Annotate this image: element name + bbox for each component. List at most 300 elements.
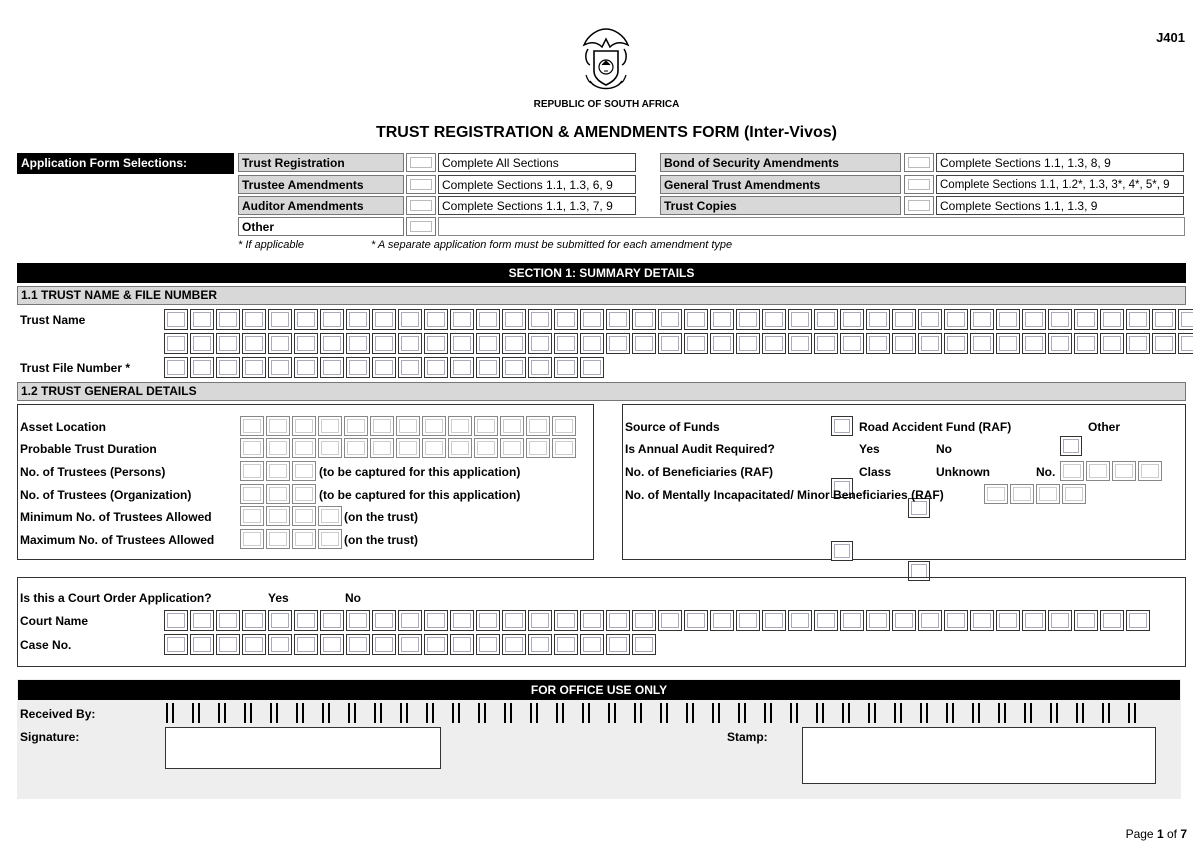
received-by-tick[interactable] — [270, 703, 296, 723]
asset-location-cell[interactable] — [552, 416, 576, 436]
case-no-cell[interactable] — [450, 634, 474, 655]
trust-name-cell[interactable] — [1152, 333, 1176, 354]
court-name-cell[interactable] — [1048, 610, 1072, 631]
on-trust-note-max: (on the trust) — [344, 533, 418, 547]
other-specify-field[interactable] — [438, 217, 1185, 236]
asset-location-cell[interactable] — [396, 416, 420, 436]
trust-name-cell[interactable] — [346, 333, 370, 354]
case-no-cell[interactable] — [554, 634, 578, 655]
trust-name-cell[interactable] — [736, 309, 760, 330]
option-other: Other — [238, 217, 404, 236]
case-no-cell[interactable] — [164, 634, 188, 655]
max-trustees-cells — [240, 529, 342, 549]
trust-name-cell[interactable] — [450, 333, 474, 354]
trust-name-cell[interactable] — [1074, 309, 1098, 330]
other-funds-label: Other — [1088, 420, 1121, 434]
trust-name-cell[interactable] — [606, 309, 630, 330]
trust-name-cell[interactable] — [242, 309, 266, 330]
audit-yes-label: Yes — [859, 442, 880, 456]
received-by-tick[interactable] — [166, 703, 192, 723]
trust-name-cell[interactable] — [476, 333, 500, 354]
min-trustees-cell[interactable] — [318, 506, 342, 526]
asset-location-cell[interactable] — [474, 416, 498, 436]
duration-cell[interactable] — [266, 438, 290, 458]
trust-name-cell[interactable] — [216, 309, 240, 330]
trust-name-cell[interactable] — [944, 309, 968, 330]
trust-name-cell[interactable] — [268, 309, 292, 330]
trust-name-cell[interactable] — [866, 333, 890, 354]
received-by-tick[interactable] — [556, 703, 582, 723]
trust-file-number-cell[interactable] — [424, 357, 448, 378]
page-prefix: Page — [1125, 827, 1157, 841]
page-total: 7 — [1180, 827, 1187, 841]
trust-file-number-cell[interactable] — [580, 357, 604, 378]
trust-name-cell[interactable] — [294, 309, 318, 330]
asset-location-cell[interactable] — [318, 416, 342, 436]
incapacitated-cell[interactable] — [1010, 484, 1034, 504]
option-auditor-amendments: Auditor Amendments — [238, 196, 404, 215]
trust-name-cell[interactable] — [736, 333, 760, 354]
trust-name-cell[interactable] — [1048, 309, 1072, 330]
trust-name-cell[interactable] — [1126, 309, 1150, 330]
office-use-header: FOR OFFICE USE ONLY — [18, 680, 1180, 700]
trust-name-cell[interactable] — [320, 309, 344, 330]
received-by-tick[interactable] — [322, 703, 348, 723]
court-order-question: Is this a Court Order Application? — [20, 591, 212, 605]
trust-name-cell[interactable] — [710, 333, 734, 354]
court-name-cell[interactable] — [1074, 610, 1098, 631]
trust-name-cell[interactable] — [1100, 309, 1124, 330]
form-code: J401 — [1156, 30, 1185, 45]
case-no-cell[interactable] — [476, 634, 500, 655]
duration-cell[interactable] — [500, 438, 524, 458]
asset-location-cell[interactable] — [370, 416, 394, 436]
received-by-tick[interactable] — [348, 703, 374, 723]
trustees-persons-label: No. of Trustees (Persons) — [20, 465, 166, 479]
received-by-tick[interactable] — [660, 703, 686, 723]
trust-name-cell[interactable] — [398, 333, 422, 354]
trust-name-cell[interactable] — [1100, 333, 1124, 354]
asset-location-cell[interactable] — [422, 416, 446, 436]
trust-name-cell[interactable] — [502, 333, 526, 354]
court-name-cell[interactable] — [996, 610, 1020, 631]
duration-cell[interactable] — [240, 438, 264, 458]
audit-no-label: No — [936, 442, 952, 456]
received-by-tick[interactable] — [972, 703, 998, 723]
court-name-cell[interactable] — [164, 610, 188, 631]
trust-name-cell[interactable] — [502, 309, 526, 330]
court-name-cell[interactable] — [1022, 610, 1046, 631]
received-by-tick[interactable] — [764, 703, 790, 723]
trust-name-cell[interactable] — [762, 333, 786, 354]
trust-name-cell[interactable] — [216, 333, 240, 354]
duration-cell[interactable] — [318, 438, 342, 458]
asset-location-cell[interactable] — [526, 416, 550, 436]
received-by-tick[interactable] — [530, 703, 556, 723]
trust-name-cell[interactable] — [918, 309, 942, 330]
checkbox-auditor-amendments[interactable] — [406, 196, 436, 215]
trust-name-cell[interactable] — [814, 309, 838, 330]
trust-name-cell[interactable] — [996, 309, 1020, 330]
trust-name-cell[interactable] — [424, 333, 448, 354]
received-by-tick[interactable] — [1024, 703, 1050, 723]
court-name-cell[interactable] — [736, 610, 760, 631]
trust-name-row-2 — [164, 333, 1193, 354]
received-by-tick[interactable] — [374, 703, 400, 723]
trust-file-number-label: Trust File Number * — [20, 361, 131, 375]
court-name-cell[interactable] — [502, 610, 526, 631]
max-trustees-label: Maximum No. of Trustees Allowed — [20, 533, 215, 547]
case-no-cell[interactable] — [580, 634, 604, 655]
trust-name-cell[interactable] — [840, 309, 864, 330]
country-name: REPUBLIC OF SOUTH AFRICA — [533, 99, 680, 110]
received-by-tick[interactable] — [790, 703, 816, 723]
received-by-tick[interactable] — [218, 703, 244, 723]
trust-name-cell[interactable] — [1022, 309, 1046, 330]
case-no-cell[interactable] — [320, 634, 344, 655]
trust-file-number-cell[interactable] — [190, 357, 214, 378]
trust-file-number-cell[interactable] — [242, 357, 266, 378]
option-bond-security: Bond of Security Amendments — [660, 153, 901, 172]
trust-file-number-cell[interactable] — [372, 357, 396, 378]
received-by-tick[interactable] — [244, 703, 270, 723]
court-name-cell[interactable] — [970, 610, 994, 631]
captured-note-org: (to be captured for this application) — [319, 488, 521, 502]
trust-name-cell[interactable] — [346, 309, 370, 330]
trust-name-cell[interactable] — [658, 333, 682, 354]
trust-file-number-cell[interactable] — [398, 357, 422, 378]
checkbox-trust-copies[interactable] — [904, 196, 934, 215]
trust-name-cell[interactable] — [1178, 333, 1193, 354]
court-name-cell[interactable] — [372, 610, 396, 631]
court-name-cell[interactable] — [1126, 610, 1150, 631]
form-title: TRUST REGISTRATION & AMENDMENTS FORM (Inter-Vivos) — [375, 124, 838, 141]
checkbox-bond-security[interactable] — [904, 153, 934, 172]
duration-cell[interactable] — [370, 438, 394, 458]
case-no-cell[interactable] — [242, 634, 266, 655]
trust-name-cell[interactable] — [788, 333, 812, 354]
trust-file-number-cell[interactable] — [164, 357, 188, 378]
duration-cell[interactable] — [448, 438, 472, 458]
trust-name-cell[interactable] — [476, 309, 500, 330]
trust-file-number-cell[interactable] — [502, 357, 526, 378]
asset-location-cell[interactable] — [266, 416, 290, 436]
raf-label: Road Accident Fund (RAF) — [859, 420, 1012, 434]
trust-name-cell[interactable] — [190, 309, 214, 330]
beneficiary-number-cell[interactable] — [1138, 461, 1162, 481]
trust-name-cell[interactable] — [970, 333, 994, 354]
trust-file-number-cell[interactable] — [476, 357, 500, 378]
court-name-cell[interactable] — [424, 610, 448, 631]
case-no-cell[interactable] — [372, 634, 396, 655]
trust-name-cell[interactable] — [190, 333, 214, 354]
court-name-cell[interactable] — [658, 610, 682, 631]
trust-file-number-cell[interactable] — [216, 357, 240, 378]
received-by-tick[interactable] — [504, 703, 530, 723]
trust-file-number-cell[interactable] — [528, 357, 552, 378]
annual-audit-label: Is Annual Audit Required? — [625, 442, 775, 456]
duration-cell[interactable] — [474, 438, 498, 458]
trust-file-number-cell[interactable] — [294, 357, 318, 378]
min-trustees-cell[interactable] — [266, 506, 290, 526]
received-by-tick[interactable] — [478, 703, 504, 723]
option-general-trust: General Trust Amendments — [660, 175, 901, 194]
instruction-trust-registration: Complete All Sections — [438, 153, 636, 172]
court-name-cell[interactable] — [398, 610, 422, 631]
trust-name-cell[interactable] — [242, 333, 266, 354]
received-by-tick[interactable] — [452, 703, 478, 723]
court-name-cell[interactable] — [762, 610, 786, 631]
duration-cell[interactable] — [526, 438, 550, 458]
trust-name-cell[interactable] — [1022, 333, 1046, 354]
received-by-tick[interactable] — [192, 703, 218, 723]
court-name-cell[interactable] — [580, 610, 604, 631]
trust-name-cell[interactable] — [632, 309, 656, 330]
trust-name-cell[interactable] — [450, 309, 474, 330]
trust-name-cell[interactable] — [528, 309, 552, 330]
max-trustees-cell[interactable] — [292, 529, 316, 549]
raf-checkbox[interactable] — [831, 416, 853, 436]
received-by-tick[interactable] — [1050, 703, 1076, 723]
received-by-tick[interactable] — [634, 703, 660, 723]
trust-name-cell[interactable] — [684, 333, 708, 354]
trust-name-cell[interactable] — [892, 333, 916, 354]
court-name-cell[interactable] — [242, 610, 266, 631]
checkbox-general-trust[interactable] — [904, 175, 934, 194]
signature-box[interactable] — [165, 727, 441, 769]
received-by-tick[interactable] — [920, 703, 946, 723]
court-order-yes-label: Yes — [268, 591, 289, 605]
trust-name-row-1 — [164, 309, 1193, 330]
case-no-cell[interactable] — [268, 634, 292, 655]
class-checkbox[interactable] — [831, 541, 853, 561]
court-name-cell[interactable] — [788, 610, 812, 631]
min-trustees-cells — [240, 506, 342, 526]
signature-label: Signature: — [20, 730, 80, 744]
received-by-tick[interactable] — [738, 703, 764, 723]
trust-name-cell[interactable] — [840, 333, 864, 354]
section-1-1-header: 1.1 TRUST NAME & FILE NUMBER — [17, 286, 1186, 305]
court-name-cell[interactable] — [554, 610, 578, 631]
section1-header: SECTION 1: SUMMARY DETAILS — [17, 263, 1186, 283]
case-no-cells — [164, 634, 656, 655]
received-by-tick[interactable] — [894, 703, 920, 723]
trust-name-cell[interactable] — [580, 309, 604, 330]
instruction-bond-security: Complete Sections 1.1, 1.3, 8, 9 — [936, 153, 1184, 172]
class-label: Class — [859, 465, 892, 479]
court-name-cell[interactable] — [320, 610, 344, 631]
trust-name-cell[interactable] — [710, 309, 734, 330]
asset-location-cell[interactable] — [344, 416, 368, 436]
court-name-cell[interactable] — [632, 610, 656, 631]
unknown-label: Unknown — [936, 465, 990, 479]
trust-name-cell[interactable] — [606, 333, 630, 354]
incapacitated-cell[interactable] — [1062, 484, 1086, 504]
court-name-cell[interactable] — [1100, 610, 1124, 631]
trust-name-cell[interactable] — [372, 333, 396, 354]
court-name-cell[interactable] — [710, 610, 734, 631]
trust-file-number-cell[interactable] — [450, 357, 474, 378]
note-if-applicable: * If applicable — [238, 239, 305, 251]
trust-name-cell[interactable] — [320, 333, 344, 354]
incapacitated-label: No. of Mentally Incapacitated/ Minor Beneficiaries (RAF) — [625, 488, 944, 502]
case-no-cell[interactable] — [424, 634, 448, 655]
received-by-tick[interactable] — [816, 703, 842, 723]
court-name-cell[interactable] — [294, 610, 318, 631]
min-trustees-cell[interactable] — [292, 506, 316, 526]
case-no-cell[interactable] — [346, 634, 370, 655]
duration-cell[interactable] — [552, 438, 576, 458]
trust-name-cell[interactable] — [632, 333, 656, 354]
page-number: 1 — [1156, 827, 1164, 841]
trust-name-cell[interactable] — [918, 333, 942, 354]
max-trustees-cell[interactable] — [266, 529, 290, 549]
case-no-cell[interactable] — [398, 634, 422, 655]
trust-file-number-cell[interactable] — [268, 357, 292, 378]
trust-name-cell[interactable] — [970, 309, 994, 330]
case-no-cell[interactable] — [294, 634, 318, 655]
other-funds-checkbox[interactable] — [1060, 436, 1082, 456]
trustees-org-cell[interactable] — [240, 484, 264, 504]
trustees-persons-cell[interactable] — [240, 461, 264, 481]
court-name-cell[interactable] — [684, 610, 708, 631]
asset-location-cell[interactable] — [500, 416, 524, 436]
trust-name-cell[interactable] — [892, 309, 916, 330]
instruction-trust-copies: Complete Sections 1.1, 1.3, 9 — [936, 196, 1184, 215]
received-by-tick[interactable] — [712, 703, 738, 723]
court-name-cell[interactable] — [866, 610, 890, 631]
court-name-cell[interactable] — [944, 610, 968, 631]
court-name-cell[interactable] — [606, 610, 630, 631]
trust-file-number-cells — [164, 357, 604, 378]
trust-name-cell[interactable] — [294, 333, 318, 354]
trust-name-cell[interactable] — [1048, 333, 1072, 354]
instruction-trustee-amendments: Complete Sections 1.1, 1.3, 6, 9 — [438, 175, 636, 194]
beneficiary-number-cell[interactable] — [1060, 461, 1084, 481]
incapacitated-cell[interactable] — [1036, 484, 1060, 504]
duration-cell[interactable] — [422, 438, 446, 458]
trust-name-cell[interactable] — [398, 309, 422, 330]
received-by-tick[interactable] — [946, 703, 972, 723]
duration-cell[interactable] — [292, 438, 316, 458]
trust-name-cell[interactable] — [580, 333, 604, 354]
court-name-cell[interactable] — [216, 610, 240, 631]
court-name-cell[interactable] — [528, 610, 552, 631]
court-name-cell[interactable] — [840, 610, 864, 631]
trustees-persons-cells — [240, 461, 316, 481]
trustees-persons-cell[interactable] — [266, 461, 290, 481]
case-no-cell[interactable] — [216, 634, 240, 655]
trust-name-cell[interactable] — [762, 309, 786, 330]
trust-name-cell[interactable] — [1178, 309, 1193, 330]
trust-file-number-cell[interactable] — [554, 357, 578, 378]
received-by-tick[interactable] — [296, 703, 322, 723]
trust-name-cell[interactable] — [1126, 333, 1150, 354]
trust-name-cell[interactable] — [554, 309, 578, 330]
trust-name-cell[interactable] — [944, 333, 968, 354]
case-no-cell[interactable] — [502, 634, 526, 655]
received-by-tick[interactable] — [1102, 703, 1128, 723]
trust-name-cell[interactable] — [1074, 333, 1098, 354]
trust-name-cell[interactable] — [788, 309, 812, 330]
received-by-tick[interactable] — [608, 703, 634, 723]
trust-name-cell[interactable] — [268, 333, 292, 354]
received-by-tick[interactable] — [842, 703, 868, 723]
duration-cell[interactable] — [396, 438, 420, 458]
min-trustees-cell[interactable] — [240, 506, 264, 526]
court-name-cell[interactable] — [476, 610, 500, 631]
case-no-cell[interactable] — [528, 634, 552, 655]
case-no-cell[interactable] — [190, 634, 214, 655]
trust-name-cell[interactable] — [814, 333, 838, 354]
received-by-tick[interactable] — [426, 703, 452, 723]
received-by-tick[interactable] — [1076, 703, 1102, 723]
incapacitated-cell[interactable] — [984, 484, 1008, 504]
court-name-cell[interactable] — [268, 610, 292, 631]
court-name-cell[interactable] — [346, 610, 370, 631]
trust-name-cell[interactable] — [996, 333, 1020, 354]
trust-name-cell[interactable] — [1152, 309, 1176, 330]
max-trustees-cell[interactable] — [240, 529, 264, 549]
trust-name-cell[interactable] — [658, 309, 682, 330]
trust-name-cell[interactable] — [528, 333, 552, 354]
received-by-tick[interactable] — [998, 703, 1024, 723]
incapacitated-cells — [984, 484, 1086, 504]
received-by-tick[interactable] — [868, 703, 894, 723]
trust-file-number-cell[interactable] — [320, 357, 344, 378]
court-name-cell[interactable] — [190, 610, 214, 631]
beneficiary-number-cells — [1060, 461, 1162, 481]
court-name-cell[interactable] — [814, 610, 838, 631]
asset-location-cell[interactable] — [240, 416, 264, 436]
trustees-org-cell[interactable] — [266, 484, 290, 504]
court-name-cell[interactable] — [450, 610, 474, 631]
max-trustees-cell[interactable] — [318, 529, 342, 549]
trust-name-cell[interactable] — [684, 309, 708, 330]
trust-name-cell[interactable] — [372, 309, 396, 330]
court-name-cell[interactable] — [918, 610, 942, 631]
court-name-cells — [164, 610, 1150, 631]
trust-file-number-cell[interactable] — [346, 357, 370, 378]
captured-note-persons: (to be captured for this application) — [319, 465, 521, 479]
asset-location-cell[interactable] — [292, 416, 316, 436]
beneficiary-number-cell[interactable] — [1112, 461, 1136, 481]
trust-name-cell[interactable] — [164, 309, 188, 330]
trust-name-cell[interactable] — [554, 333, 578, 354]
checkbox-trustee-amendments[interactable] — [406, 175, 436, 194]
source-of-funds-label: Source of Funds — [625, 420, 720, 434]
beneficiary-number-cell[interactable] — [1086, 461, 1110, 481]
trust-name-cell[interactable] — [866, 309, 890, 330]
trustees-persons-cell[interactable] — [292, 461, 316, 481]
asset-location-cell[interactable] — [448, 416, 472, 436]
trust-name-cell[interactable] — [164, 333, 188, 354]
case-no-cell[interactable] — [632, 634, 656, 655]
checkbox-trust-registration[interactable] — [406, 153, 436, 172]
received-by-tick[interactable] — [400, 703, 426, 723]
court-name-cell[interactable] — [892, 610, 916, 631]
received-by-tick[interactable] — [686, 703, 712, 723]
instruction-auditor-amendments: Complete Sections 1.1, 1.3, 7, 9 — [438, 196, 636, 215]
case-no-cell[interactable] — [606, 634, 630, 655]
received-by-tick[interactable] — [582, 703, 608, 723]
received-by-tick[interactable] — [1128, 703, 1154, 723]
stamp-box[interactable] — [802, 727, 1156, 784]
duration-cell[interactable] — [344, 438, 368, 458]
checkbox-other[interactable] — [406, 217, 436, 236]
trustees-org-cell[interactable] — [292, 484, 316, 504]
trust-name-cell[interactable] — [424, 309, 448, 330]
